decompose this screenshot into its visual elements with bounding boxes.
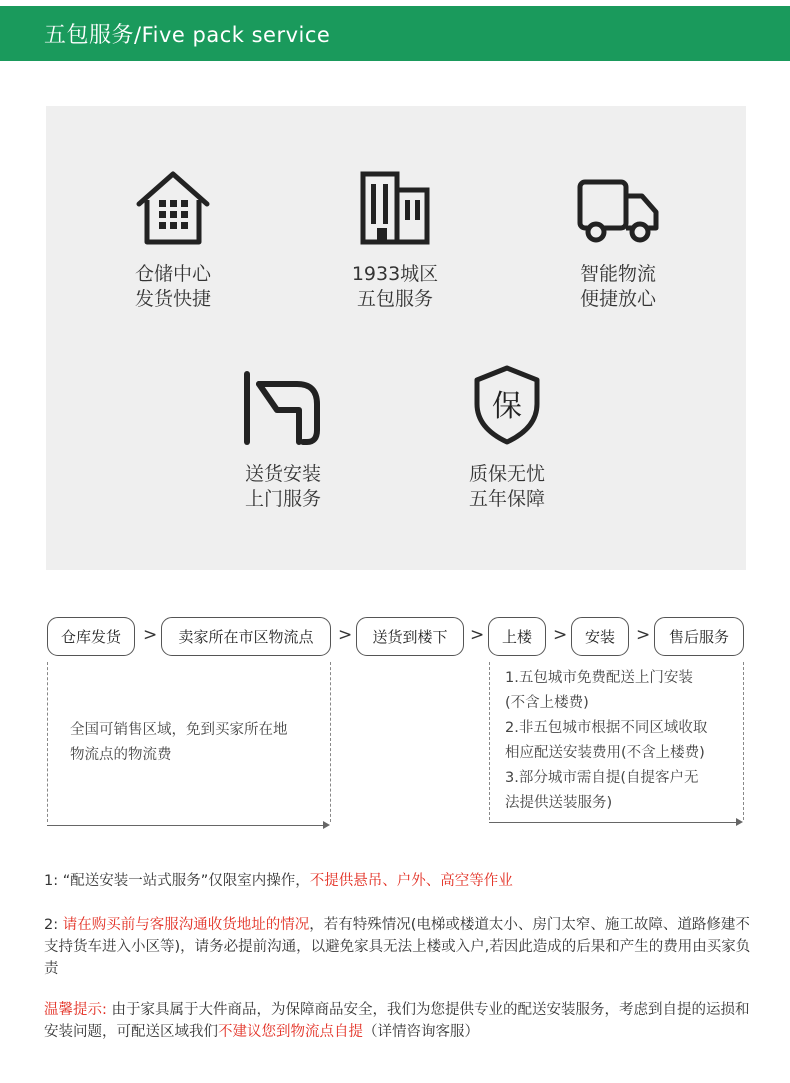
truck-icon <box>576 170 660 246</box>
feature-warranty <box>417 364 597 512</box>
note-1: 1: “配送安装一站式服务”仅限室内操作，不提供悬吊、户外、高空等作业 <box>44 873 513 889</box>
left-range-note: 全国可销售区域，免到买家所在地 物流点的物流费 <box>70 722 288 763</box>
shield-bao-icon <box>471 364 543 446</box>
svg-text:保: 保 <box>492 389 522 424</box>
arrow-right-icon <box>736 818 743 826</box>
feature-label: 1933城区 五包服务 <box>351 263 439 310</box>
feature-label: 送货安装 上门服务 <box>244 463 321 510</box>
feature-label: 智能物流 便捷放心 <box>579 263 656 310</box>
city-building-icon <box>357 170 433 246</box>
step-warehouse-ship: 仓库发货 <box>47 617 135 656</box>
warehouse-icon <box>135 170 211 246</box>
feature-logistics <box>528 170 708 312</box>
step-upstairs: 上楼 <box>488 617 546 656</box>
step-separator: > <box>143 625 158 645</box>
note-2: 2: 请在购买前与客服沟通收货地址的情况，若有特殊情况(电梯或楼道太小、房门太窄、施工故障、道路修建不支持货车进入小区等)，请务必提前沟通，以避免家具无法上楼或入户,若因此造成的后果和产生的费用由买家负责 <box>44 917 751 977</box>
section-header <box>0 6 790 61</box>
step-deliver-downstairs: 送货到楼下 <box>356 617 464 656</box>
features-panel <box>46 106 746 570</box>
step-after-sales: 售后服务 <box>654 617 744 656</box>
step-separator: > <box>553 625 568 645</box>
feature-city <box>305 170 485 312</box>
step-local-logistics: 卖家所在市区物流点 <box>161 617 331 656</box>
section-title: 五包服务/Five pack service <box>44 23 331 48</box>
right-range-note: 1.五包城市免费配送上门安装 (不含上楼费) 2.非五包城市根据不同区域收取 相应配送安装费用(不含上楼费) 3.部分城市需自提(自提客户无 法提供送装服务) <box>505 670 708 811</box>
step-separator: > <box>338 625 353 645</box>
step-install: 安装 <box>571 617 629 656</box>
note-tip: 温馨提示: 由于家具属于大件商品，为保障商品安全，我们为您提供专业的配送安装服务，考虑到自提的运损和安装问题，可配送区域我们不建议您到物流点自提（详情咨询客服） <box>44 1002 750 1040</box>
feature-label: 质保无忧 五年保障 <box>468 463 545 510</box>
right-range-line <box>489 822 736 823</box>
feature-install <box>193 370 373 512</box>
step-separator: > <box>470 625 485 645</box>
step-separator: > <box>636 625 651 645</box>
feature-label: 仓储中心 发货快捷 <box>134 263 211 310</box>
arrow-right-icon <box>323 821 330 829</box>
left-range-line <box>47 825 323 826</box>
feature-warehouse <box>83 170 263 312</box>
pipe-install-icon <box>241 370 325 446</box>
